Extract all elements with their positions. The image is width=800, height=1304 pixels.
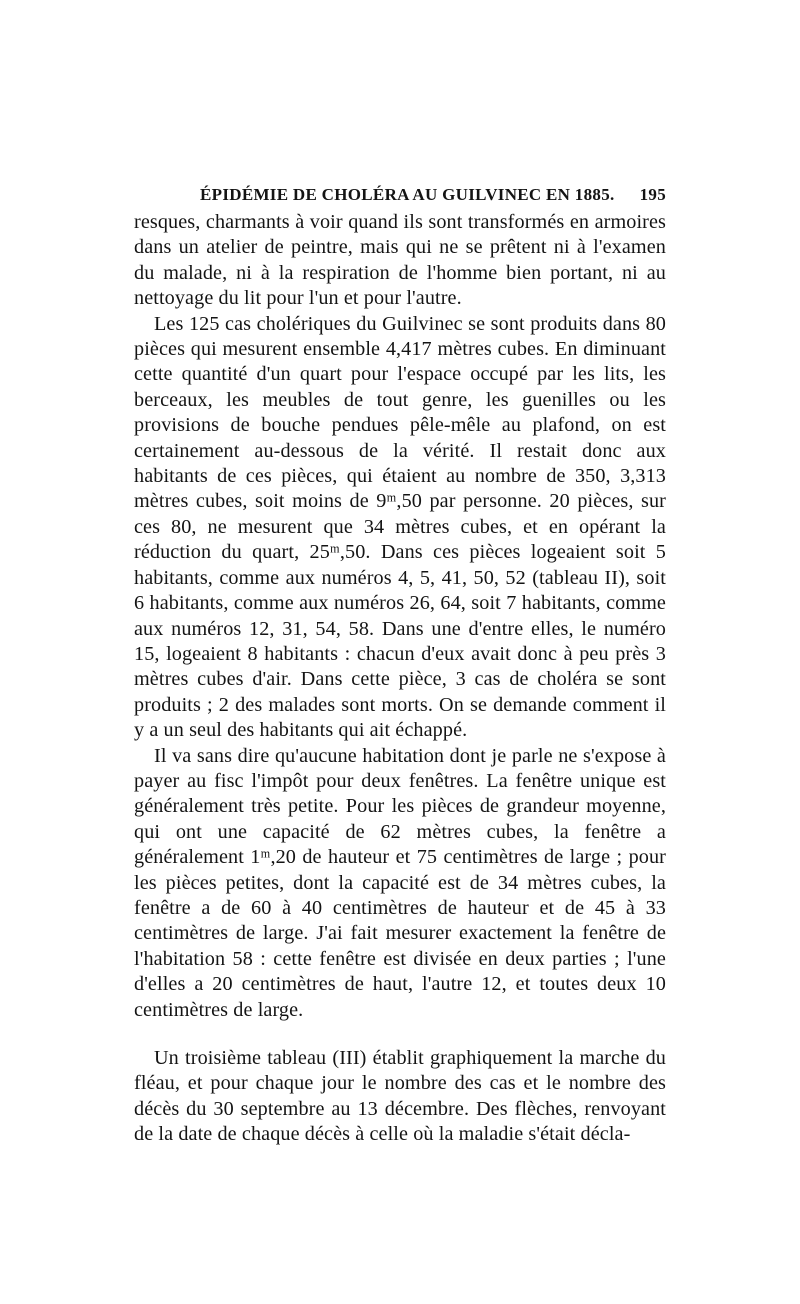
- page-number: 195: [639, 185, 666, 204]
- body-text: [134, 210, 666, 1148]
- paragraph-cholera-cases: Les 125 cas cholériques du Guilvinec se sont produits dans 80 pièces qui mesurent ensemble 4,417 mètres cubes. En diminuant cette quantité d'un quart pour l'espace occupé par les lits, les berceaux, les meubles de tout genre, les guenilles ou les provisions de bouche pendues pêle-mêle au plafond, on est certainement au-dessous de la vérité. Il restait donc aux habitants de ces pièces, qui étaient au nombre de 350, 3,313 mètres cubes, soit moins de 9ᵐ,50 par personne. 20 pièces, sur ces 80, ne mesurent que 34 mètres cubes, et en opérant la réduction du quart, 25ᵐ,50. Dans ces pièces logeaient soit 5 habitants, comme aux numéros 4, 5, 41, 50, 52 (tableau II), soit 6 habitants, comme aux numéros 26, 64, soit 7 habitants, comme aux numéros 12, 31, 54, 58. Dans une d'entre elles, le numéro 15, logeaient 8 habitants : chacun d'eux avait donc à peu près 3 mètres cubes d'air. Dans cette pièce, 3 cas de choléra se sont produits ; 2 des malades sont morts. On se demande comment il y a un seul des habitants qui ait échappé.: [134, 312, 666, 742]
- running-head: [134, 185, 666, 209]
- running-title: ÉPIDÉMIE DE CHOLÉRA AU GUILVINEC EN 1885.: [200, 185, 615, 204]
- paragraph-continuation: resques, charmants à voir quand ils sont transformés en armoires dans un atelier de peintre, mais qui ne se prêtent ni à l'examen du malade, ni à la respiration de l'homme bien portant, ni au nettoyage du lit pour l'un et pour l'autre.: [134, 211, 666, 310]
- paragraph-third-table: Un troisième tableau (III) établit graphiquement la marche du fléau, et pour chaque jour le nombre des cas et le nombre des décès du 30 septembre au 13 décembre. Des flèches, renvoyant de la date de chaque décès à celle où la maladie s'était décla-: [134, 1047, 666, 1146]
- paragraph-windows: Il va sans dire qu'aucune habitation dont je parle ne s'expose à payer au fisc l'impôt pour deux fenêtres. La fenêtre unique est généralement très petite. Pour les pièces de grandeur moyenne, qui ont une capacité de 62 mètres cubes, la fenêtre a généralement 1ᵐ,20 de hauteur et 75 centimètres de large ; pour les pièces petites, dont la capacité est de 34 mètres cubes, la fenêtre a de 60 à 40 centimètres de hauteur et de 45 à 33 centimètres de large. J'ai fait mesurer exactement la fenêtre de l'habitation 58 : cette fenêtre est divisée en deux parties ; l'une d'elles a 20 centimètres de haut, l'autre 12, et toutes deux 10 centimètres de large.: [134, 744, 666, 1021]
